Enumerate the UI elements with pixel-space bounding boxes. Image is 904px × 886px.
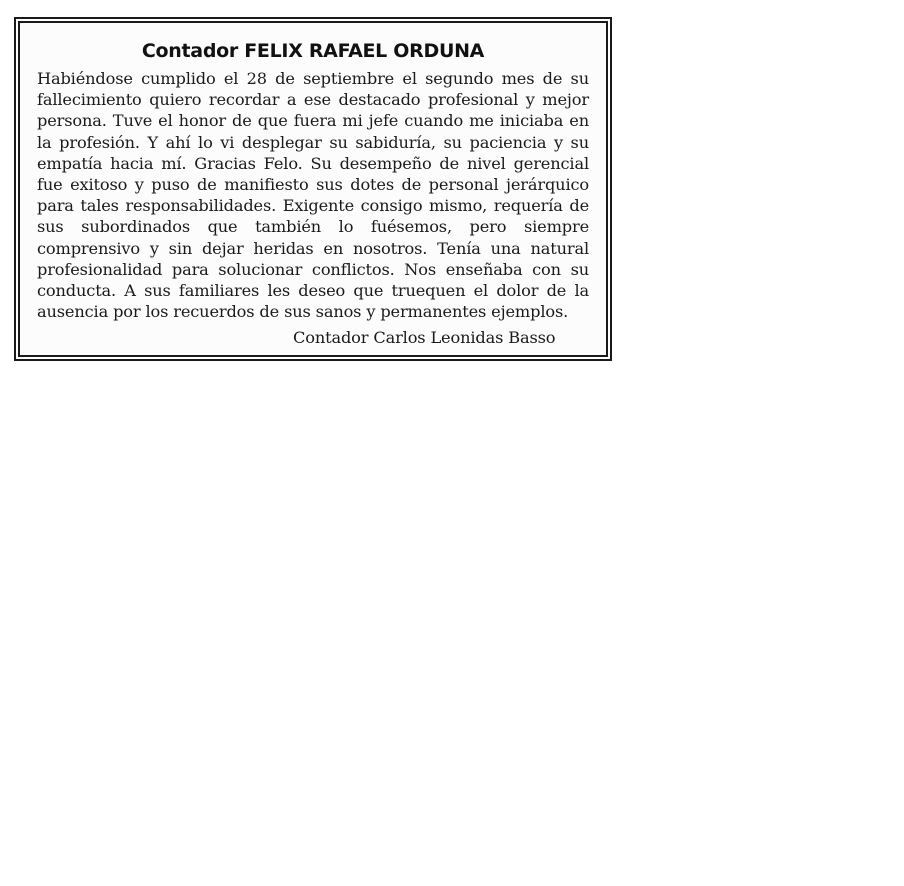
notice-body: Habiéndose cumplido el 28 de septiembre el segundo mes de su fallecimiento quiero recordar a ese destacado profesional y mejor persona. Tuve el honor de que fuera mi jefe cuando me iniciaba en la profesión. Y ahí lo vi desplegar su sabiduría, su paciencia y su empatía hacia mí. Gracias Felo. Su desempeño de nivel gerencial fue exitoso y puso de manifiesto sus dotes de personal jerárquico para tales responsabilidades. Exigente consigo mismo, requería de sus subordinados que también lo fuésemos, pero siempre comprensivo y sin dejar heridas en nosotros. Tenía una natural profesionalidad para solucionar conflictos. Nos enseñaba con su conducta. A sus familiares les deseo que truequen el dolor de la ausencia por los recuerdos de sus sanos y permanentes ejemplos. [37,69,589,322]
notice-title: Contador FELIX RAFAEL ORDUNA [141,40,485,62]
obituary-notice [14,17,612,361]
notice-frame [18,21,608,357]
notice-signature: Contador Carlos Leonidas Basso [293,328,556,348]
